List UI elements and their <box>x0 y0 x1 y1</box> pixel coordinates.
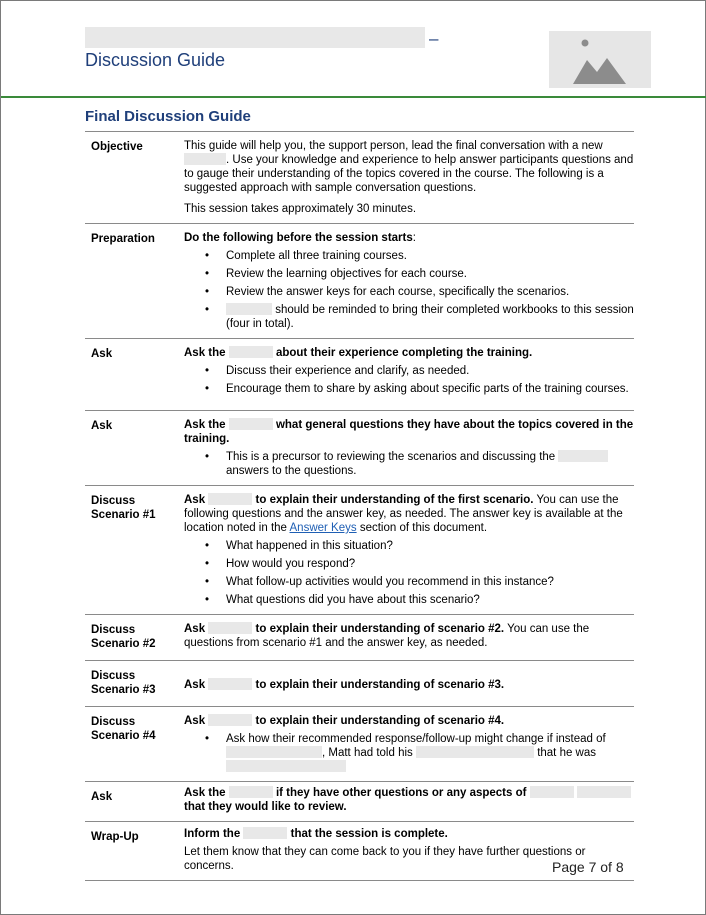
redacted-text <box>226 760 346 772</box>
list-item: • What questions did you have about this scenario? <box>184 593 634 607</box>
row-label: Ask <box>85 782 184 822</box>
bullet-list <box>184 364 634 396</box>
row-paragraph: This session takes approximately 30 minutes. <box>184 203 417 215</box>
redacted-text <box>577 786 631 798</box>
section-title: Final Discussion Guide <box>85 108 251 125</box>
list-item: • Ask how their recommended response/follow-up might change if instead of , Matt had told his that he was <box>184 732 634 774</box>
table-row <box>85 224 634 339</box>
row-paragraph: This guide will help you, the support person, lead the final conversation with a new . Use your knowledge and experience to help answer participants questions and to gauge their understanding of the topics covered in the course. The following is a suggested approach with sample conversation questions. <box>184 140 634 194</box>
list-item: • Complete all three training courses. <box>184 249 634 263</box>
redacted-text <box>208 678 252 690</box>
bullet-list <box>184 249 634 331</box>
redacted-text <box>229 418 273 430</box>
page-number: Page 7 of 8 <box>552 859 624 875</box>
row-lead: Ask the if they have other questions or any aspects of that they would like to review. <box>184 786 634 814</box>
row-label: Discuss Scenario #1 <box>85 486 184 615</box>
answer-keys-link[interactable]: Answer Keys <box>289 522 357 534</box>
list-item: • Encourage them to share by asking about specific parts of the training courses. <box>184 382 634 396</box>
table-row <box>85 411 634 486</box>
row-label: Objective <box>85 132 184 224</box>
row-lead: Ask the about their experience completing the training. <box>184 347 533 359</box>
redacted-text <box>226 303 272 315</box>
row-label: Ask <box>85 411 184 486</box>
redacted-header-text <box>85 27 425 48</box>
list-item: • Review the answer keys for each course, specifically the scenarios. <box>184 285 634 299</box>
row-label: Ask <box>85 339 184 411</box>
discussion-guide-table <box>85 131 634 881</box>
redacted-text <box>243 827 287 839</box>
row-label: Preparation <box>85 224 184 339</box>
list-item: • What follow-up activities would you recommend in this instance? <box>184 575 634 589</box>
redacted-text <box>558 450 608 462</box>
list-item: • should be reminded to bring their completed workbooks to this session (four in total). <box>184 303 634 331</box>
list-item: • Review the learning objectives for each course. <box>184 267 634 281</box>
table-row <box>85 486 634 615</box>
image-placeholder <box>549 31 651 88</box>
redacted-text <box>184 153 226 165</box>
row-content <box>184 782 634 822</box>
table-row <box>85 339 634 411</box>
row-lead: Do the following before the session starts: <box>184 232 416 244</box>
row-content <box>184 661 634 707</box>
bullet-list <box>184 732 634 774</box>
row-lead: Ask to explain their understanding of the first scenario. You can use the following questions and the answer key, as needed. The answer key is available at the location noted in the Answer Keys section of this document. <box>184 494 623 534</box>
list-item: • What happened in this situation? <box>184 539 634 553</box>
list-item: • Discuss their experience and clarify, as needed. <box>184 364 634 378</box>
row-label: Discuss Scenario #4 <box>85 707 184 782</box>
redacted-text <box>229 786 273 798</box>
header-divider <box>1 96 706 98</box>
row-content <box>184 486 634 615</box>
redacted-text <box>208 493 252 505</box>
row-content <box>184 615 634 661</box>
table-row <box>85 615 634 661</box>
row-label: Discuss Scenario #2 <box>85 615 184 661</box>
row-label: Discuss Scenario #3 <box>85 661 184 707</box>
row-lead: Ask to explain their understanding of scenario #4. <box>184 715 505 727</box>
row-content <box>184 707 634 782</box>
redacted-text <box>208 714 252 726</box>
row-content <box>184 224 634 339</box>
row-paragraph: Let them know that they can come back to you if they have further questions or concerns. <box>184 846 586 872</box>
row-lead: Ask to explain their understanding of scenario #3. <box>184 679 505 691</box>
row-content <box>184 339 634 411</box>
row-lead: Ask to explain their understanding of scenario #2. You can use the questions from scenario #1 and the answer key, as needed. <box>184 623 590 649</box>
bullet-list <box>184 450 634 478</box>
row-lead: Inform the that the session is complete. <box>184 828 448 840</box>
redacted-text <box>416 746 534 758</box>
list-item: • How would you respond? <box>184 557 634 571</box>
bullet-list <box>184 539 634 607</box>
row-lead: Ask the what general questions they have about the topics covered in the training. <box>184 419 634 445</box>
table-row <box>85 707 634 782</box>
row-content <box>184 132 634 224</box>
header-dash: – <box>429 29 439 48</box>
header-title: Discussion Guide <box>85 50 226 70</box>
list-item: • This is a precursor to reviewing the scenarios and discussing the answers to the questions. <box>184 450 634 478</box>
row-label: Wrap-Up <box>85 822 184 881</box>
redacted-text <box>226 746 322 758</box>
table-row <box>85 661 634 707</box>
image-placeholder-icon <box>549 31 651 88</box>
row-content <box>184 411 634 486</box>
table-row <box>85 782 634 822</box>
table-row <box>85 132 634 224</box>
redacted-text <box>530 786 574 798</box>
redacted-text <box>229 346 273 358</box>
redacted-text <box>208 622 252 634</box>
